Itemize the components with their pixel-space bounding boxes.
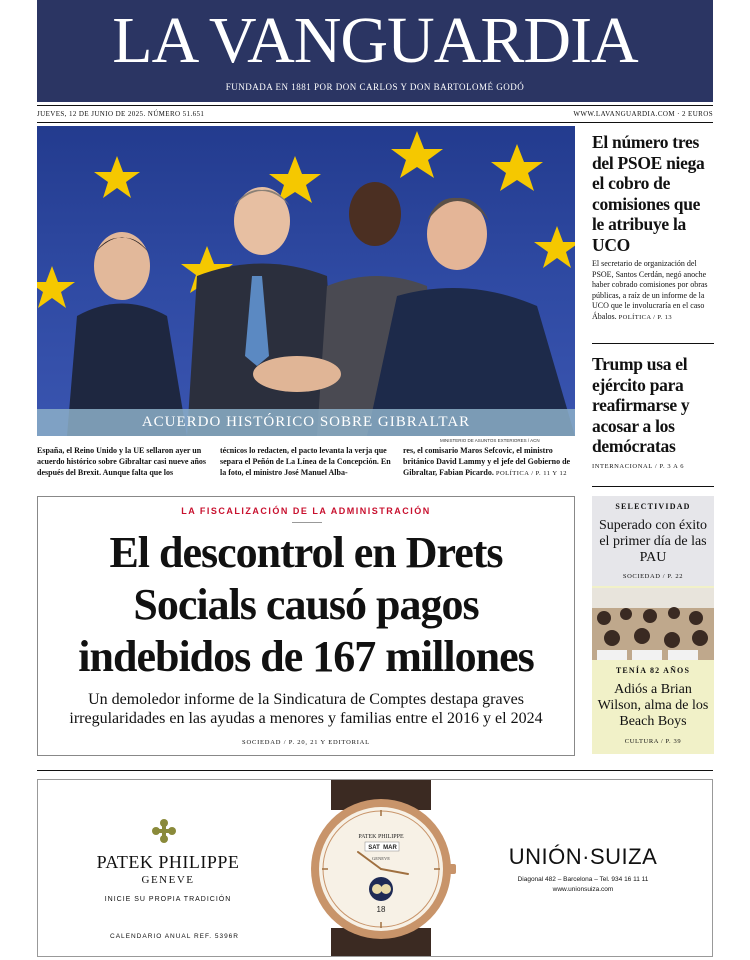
website-price[interactable]: WWW.LAVANGUARDIA.COM · 2 EUROS — [573, 110, 713, 118]
ad-retailer-address: Diagonal 482 – Barcelona – Tel. 934 16 11 11 — [517, 876, 649, 883]
exam-photo-illustration — [592, 588, 714, 660]
lede-ref[interactable]: POLÍTICA / P. 11 Y 12 — [495, 470, 567, 477]
headline-line-1: El descontrol en Drets — [109, 528, 503, 577]
person-1 — [67, 232, 187, 436]
selectividad-label: SELECTIVIDAD — [615, 502, 691, 511]
divider — [37, 770, 713, 771]
joined-hands — [253, 356, 341, 392]
ad-model-ref: CALENDARIO ANUAL REF. 5396R — [110, 933, 239, 940]
divider — [592, 343, 714, 344]
lede-column-2: técnicos lo redacten, el pacto levanta la verja que separa el Peñón de La Línea de la Concepción. En la foto, el ministro José Manuel Alba- — [220, 446, 391, 477]
main-story-headline[interactable] — [38, 527, 574, 683]
right-story-headline[interactable]: Trump usa el ejército para reafirmarse y acosar a los demócratas — [592, 354, 690, 456]
right-story-ref[interactable]: INTERNACIONAL / P. 3 A 6 — [592, 462, 685, 470]
dial-day: SAT — [368, 845, 380, 851]
obituary-ref[interactable]: CULTURA / P. 39 — [624, 738, 682, 745]
lede-column-3 — [403, 445, 575, 479]
selectividad-headline[interactable]: Superado con éxito el primer día de las PAU — [598, 518, 708, 565]
dial-month: MAR — [383, 845, 397, 851]
selectividad-ref[interactable]: SOCIEDAD / P. 22 — [622, 573, 684, 580]
masthead-title[interactable]: LA VANGUARDIA — [112, 4, 638, 77]
ad-retailer-name: UNIÓN·SUIZA — [508, 844, 658, 869]
headline-line-3: indebidos de 167 millones — [78, 632, 534, 681]
ad-tagline: INICIE SU PROPIA TRADICIÓN — [104, 896, 232, 903]
calatrava-cross-icon — [151, 818, 177, 844]
photo-credit: MINISTERIO DE ASUNTOS EXTERIORES / ACN — [440, 438, 540, 443]
masthead-subtitle: FUNDADA EN 1881 POR DON CARLOS Y DON BARTOLOMÉ GODÓ — [225, 82, 525, 92]
selectividad-panel[interactable] — [592, 496, 714, 586]
exam-photo[interactable] — [592, 588, 714, 660]
right-story-psoe[interactable] — [592, 132, 714, 323]
watch-image — [296, 780, 466, 957]
main-story-subhead: Un demoledor informe de la Sindicatura de Comptes destapa graves irregularidades en las ayudas a menores y familias entre el 2016 y el 2024 — [69, 691, 543, 727]
right-story-headline[interactable]: El número tres del PSOE niega el cobro de comisiones que le atribuye la UCO — [592, 132, 705, 255]
obituary-headline[interactable]: Adiós a Brian Wilson, alma de los Beach Boys — [597, 682, 709, 729]
dial-location: GENEVE — [372, 856, 390, 861]
main-story[interactable] — [37, 496, 575, 756]
headline-line-2: Socials causó pagos — [133, 580, 479, 629]
divider — [37, 122, 713, 123]
right-story-body — [592, 259, 714, 323]
person-2 — [187, 187, 337, 436]
sidebar-box — [592, 496, 714, 754]
dial-brand: PATEK PHILIPPE — [358, 834, 404, 840]
issue-date: JUEVES, 12 DE JUNIO DE 2025. NÚMERO 51.651 — [37, 110, 205, 118]
ad-brand-city: GENEVE — [141, 874, 195, 886]
right-story-text: El secretario de organización del PSOE, Santos Cerdán, negó anoche haber cobrado comisiones por obras públicas, a raíz de un informe de la UCO que le involucraría en el caso Ábalos. — [592, 259, 708, 321]
lede-column-3-text: res, el comisario Maros Sefcovic, el ministro británico David Lammy y el jefe del Gobierno de Gibraltar, Fabian Picardo. — [403, 446, 571, 477]
obituary-label: TENÍA 82 AÑOS — [615, 666, 691, 675]
lede-column-1: España, el Reino Unido y la UE sellaron ayer un acuerdo histórico sobre Gibraltar casi nueve años después del Brexit. Aunque falta que los — [37, 446, 207, 477]
person-4 — [367, 198, 575, 436]
right-story-ref[interactable]: POLÍTICA / P. 13 — [618, 313, 673, 321]
masthead — [37, 0, 713, 102]
right-story-trump[interactable] — [592, 354, 714, 470]
advertisement[interactable] — [37, 779, 713, 957]
lead-photo[interactable] — [37, 126, 575, 436]
ad-retailer-web[interactable]: www.unionsuiza.com — [552, 886, 614, 893]
main-story-kicker: LA FISCALIZACIÓN DE LA ADMINISTRACIÓN — [181, 506, 431, 516]
ad-brand-name: PATEK PHILIPPE — [96, 852, 240, 872]
divider — [592, 486, 714, 487]
kicker-rule — [292, 522, 322, 523]
divider — [37, 105, 713, 106]
photo-illustration — [37, 126, 575, 436]
main-story-ref[interactable]: SOCIEDAD / P. 20, 21 Y EDITORIAL — [242, 739, 370, 746]
dial-date: 18 — [376, 905, 386, 914]
photo-caption: ACUERDO HISTÓRICO SOBRE GIBRALTAR — [37, 409, 575, 436]
